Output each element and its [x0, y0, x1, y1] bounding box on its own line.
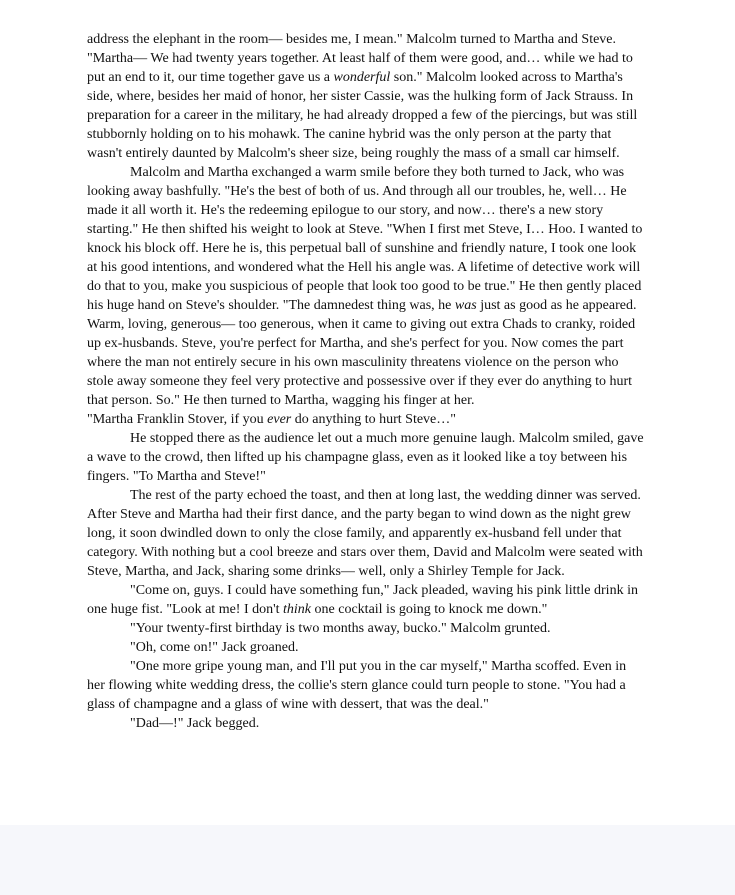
paragraph: [87, 714, 647, 733]
text-run: "Dad—!" Jack begged.: [130, 716, 260, 731]
text-run: "Your twenty-first birthday is two months away, bucko." Malcolm grunted.: [130, 621, 551, 636]
text-run: just as good as he appeared. Warm, loving, generous— too generous, when it came to giving out extra Chads to cranky, roided up ex-husbands. Steve, you're perfect for Martha, and she's perfect for you. Now comes the part where the man not entirely secure in his own masculinity threatens violence on the person who stole away someone they feel very protective and possessive over if they ever do anything to hurt that person. So." He then turned to Martha, wagging his finger at her.: [87, 298, 637, 408]
text-run: "One more gripe young man, and I'll put you in the car myself," Martha scoffed. Even in her flowing white wedding dress, the collie's stern glance could turn people to stone. "You had a glass of champagne and a glass of wine with dessert, that was the deal.": [87, 659, 627, 712]
text-run: one cocktail is going to knock me down.": [311, 602, 548, 617]
text-run: He stopped there as the audience let out a much more genuine laugh. Malcolm smiled, gave a wave to the crowd, then lifted up his champagne glass, even as it looked like a toy between his fingers. "To Martha and Steve!": [87, 431, 644, 484]
text-run: do anything to hurt Steve…": [291, 412, 456, 427]
paragraph: [87, 429, 647, 486]
paragraph: [87, 619, 647, 638]
text-run: The rest of the party echoed the toast, and then at long last, the wedding dinner was served. After Steve and Martha had their first dance, and the party began to wind down as the night grew long, it soon dwindled down to only the close family, and apparently ex-husband fell under that category. With nothing but a cool breeze and stars over them, David and Malcolm were seated with Steve, Martha, and Jack, sharing some drinks— well, only a Shirley Temple for Jack.: [87, 488, 643, 579]
paragraph: [87, 486, 647, 581]
paragraph: [87, 581, 647, 619]
italic-text: wonderful: [333, 70, 391, 85]
text-run: address the elephant in the room— besides me, I mean." Malcolm turned to Martha and Steve. "Martha— We had twenty years together. At least half of them were good, and… while we had to put an end to it, our time together gave us a: [87, 32, 633, 85]
paragraph: [87, 410, 647, 429]
italic-text: think: [283, 602, 312, 617]
text-run: "Oh, come on!" Jack groaned.: [130, 640, 299, 655]
paragraph: [87, 163, 647, 410]
italic-text: ever: [267, 412, 292, 427]
text-run: "Martha Franklin Stover, if you: [87, 412, 268, 427]
text-run: "Come on, guys. I could have something fun," Jack pleaded, waving his pink little drink in one huge fist. "Look at me! I don't: [87, 583, 638, 617]
text-run: Malcolm and Martha exchanged a warm smile before they both turned to Jack, who was looking away bashfully. "He's the best of both of us. And through all our troubles, he, well… He made it all worth it. He's the redeeming epilogue to our story, and now… there's a new story starting." He then shifted his weight to look at Steve. "When I first met Steve, I… Hoo. I wanted to knock his block off. Here he is, this perpetual ball of sunshine and friendly nature, I took one look at his good intentions, and wondered what the Hell his angle was. A lifetime of detective work will do that to you, make you suspicious of people that look too good to be true." He then gently placed his huge hand on Steve's shoulder. "The damnedest thing was, he: [87, 165, 643, 313]
text-run: son." Malcolm looked across to Martha's side, where, besides her maid of honor, her sister Cassie, was the hulking form of Jack Strauss. In preparation for a career in the military, he had already dropped a few of the piercings, but was still stubbornly holding on to his mohawk. The canine hybrid was the only person at the party that wasn't entirely daunted by Malcolm's sheer size, being roughly the mass of a small car himself.: [87, 70, 638, 161]
italic-text: was: [454, 298, 477, 313]
paragraph: [87, 638, 647, 657]
document-body-text: [87, 30, 647, 733]
paragraph: [87, 30, 647, 163]
paragraph: [87, 657, 647, 714]
